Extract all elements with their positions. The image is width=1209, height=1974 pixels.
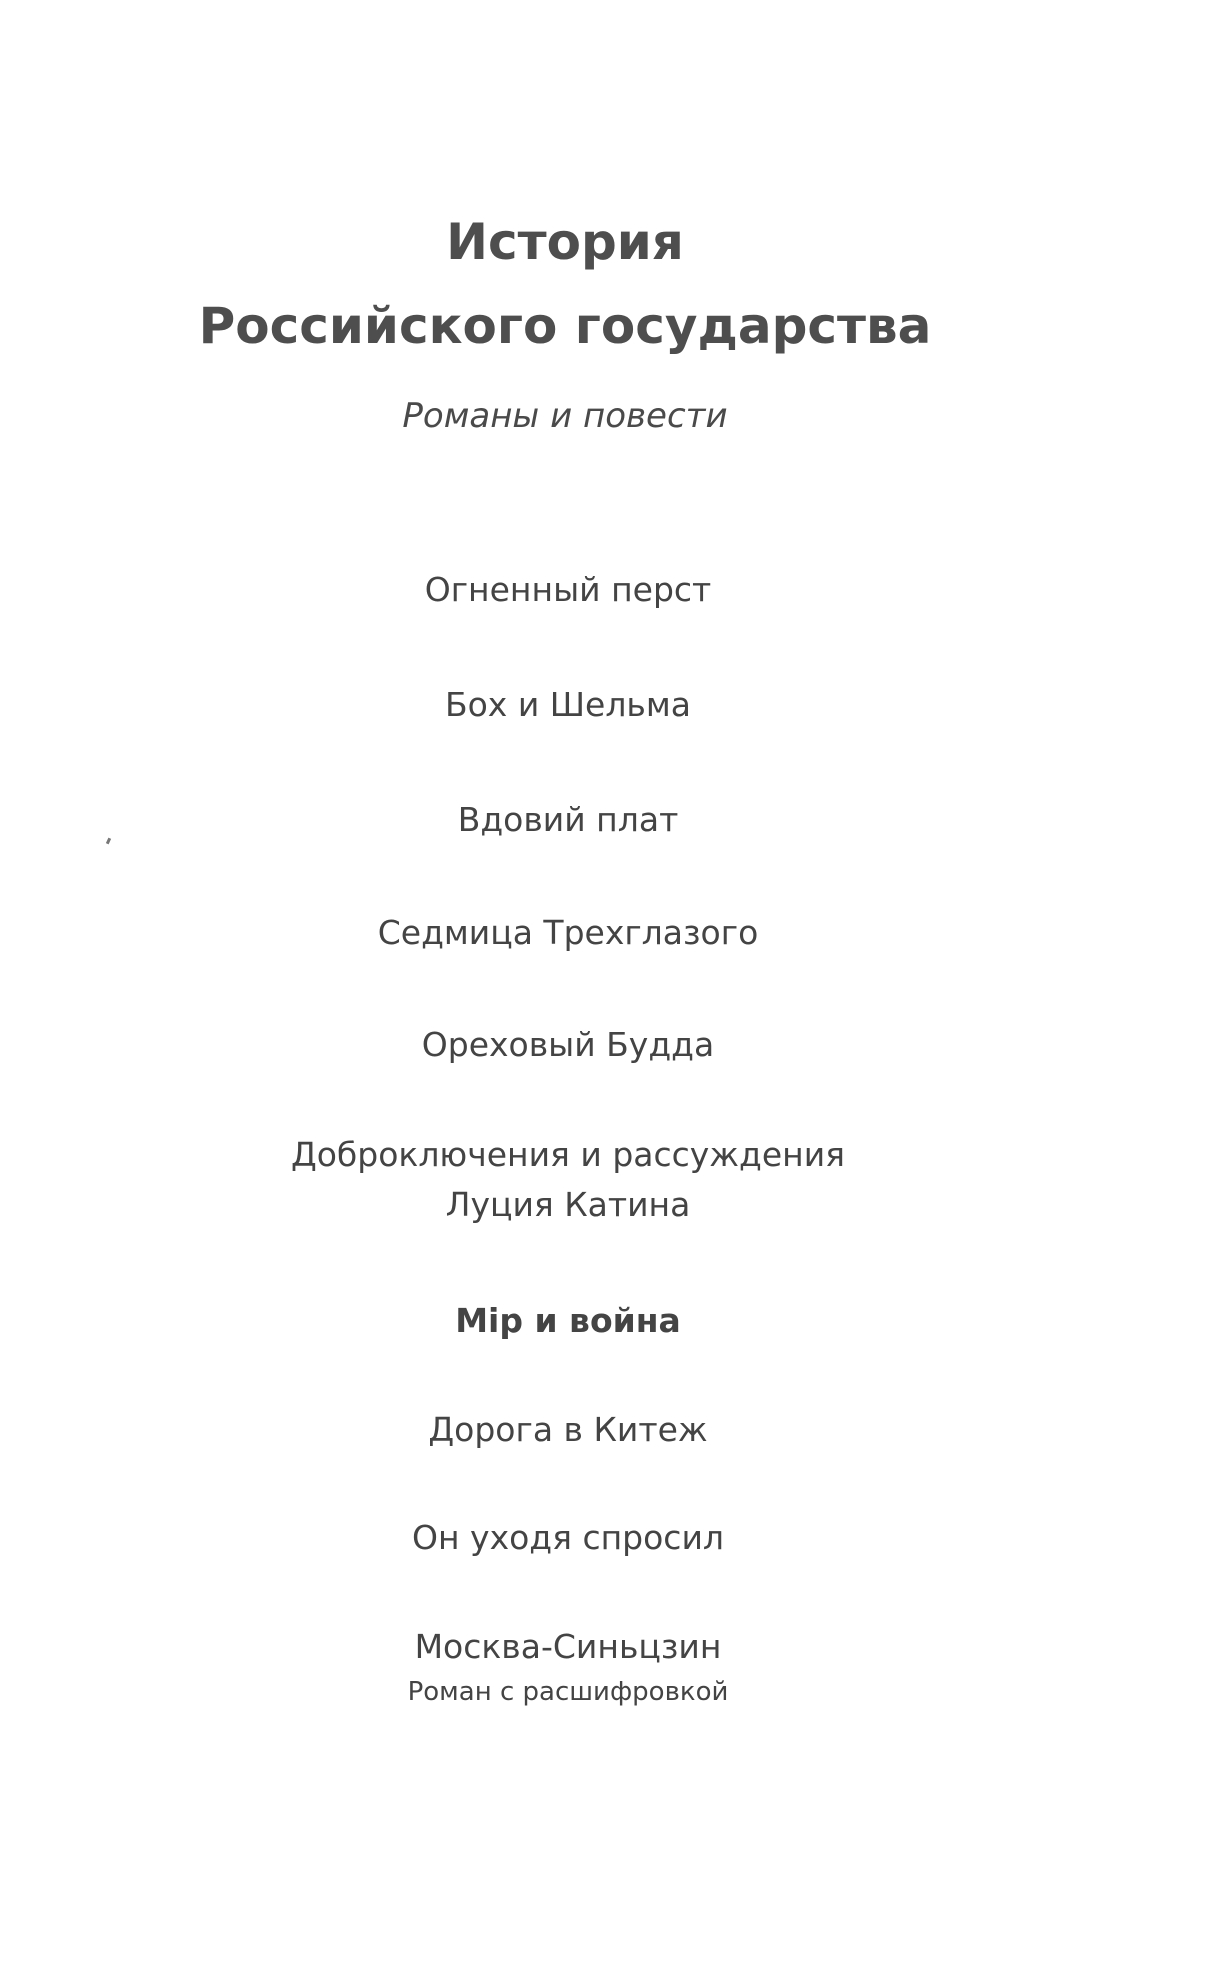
series-title-line-1: История bbox=[446, 213, 684, 271]
toc-item-10 bbox=[0, 1622, 1136, 1712]
toc-item-2: Бох и Шельма bbox=[444, 685, 692, 724]
toc-item-6 bbox=[0, 1130, 1136, 1230]
toc-item-5: Ореховый Будда bbox=[421, 1025, 715, 1064]
title-block bbox=[0, 200, 1130, 436]
series-subtitle: Романы и повести bbox=[402, 396, 728, 436]
toc-item-10-note: Роман с расшифровкой bbox=[407, 1677, 729, 1707]
toc-item-10-title: Москва-Синьцзин bbox=[414, 1627, 722, 1666]
toc-item-6-line-2: Луция Катина bbox=[445, 1185, 691, 1224]
toc-item-4: Седмица Трехглазого bbox=[377, 913, 759, 952]
toc-item-9: Он уходя спросил bbox=[412, 1518, 724, 1557]
toc-item-8: Дорога в Китеж bbox=[428, 1410, 708, 1449]
toc-item-1: Огненный перст bbox=[424, 570, 712, 609]
series-title-line-2: Российского государства bbox=[198, 297, 932, 355]
toc-item-6-line-1: Доброключения и рассуждения bbox=[290, 1135, 846, 1174]
toc-item-3: Вдовий плат bbox=[457, 800, 679, 839]
toc-item-7: Мір и война bbox=[455, 1301, 681, 1340]
